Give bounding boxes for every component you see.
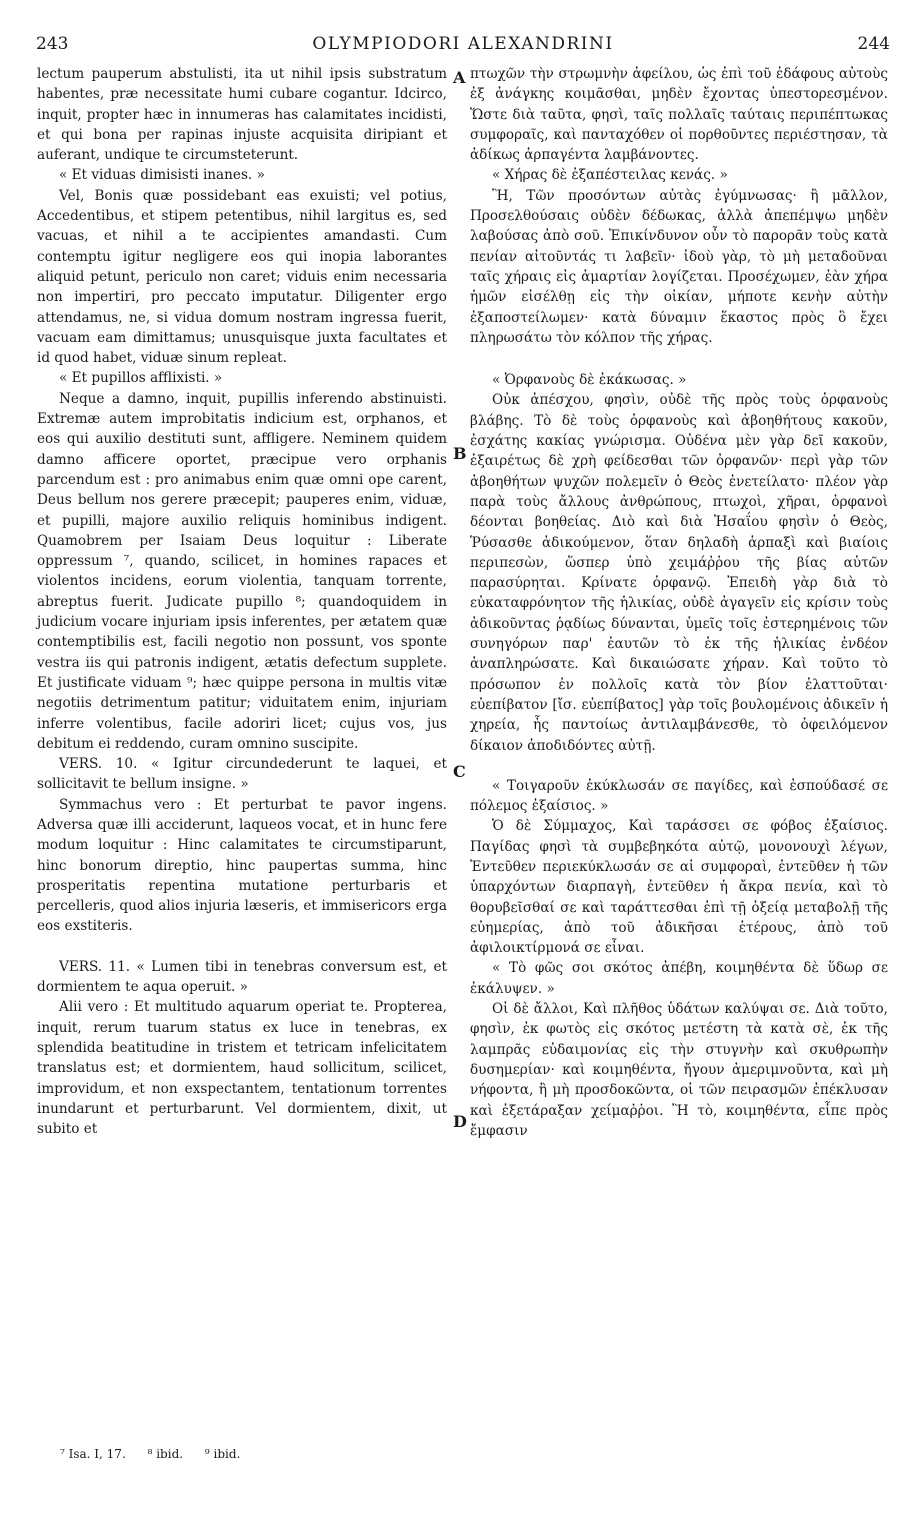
greek-column — [470, 64, 888, 1141]
latin-paragraph: Neque a damno, inquit, pupillis inferendo abstinuisti. Extremæ autem improbitatis indicium est, orphanos, et eos qui auxilio destituti sunt, affligere. Neminem quidem damno afficere oportet, præcipue vero orphanis parcendum est : pro animabus enim quæ omni ope carent, Deus bellum nos gerere præcepit; pauperes enim, viduæ, et pupilli, majore auxilio reliquis hominibus indigent. Quamobrem per Isaiam Deus loquitur : Liberate oppressum ⁷, quando, scilicet, in homines rapaces et violentos incidens, eorum violentia, tanquam torrente, abreptus fuerit. Judicate pupillo ⁸; quandoquidem in judicium vocare injuriam ipsis inferentes, per ætatem quæ contemptibilis est, facili negotio non possunt, vos sponte vestra iis qui patronis indigent, ætatis defectum supplete. Et justificate viduam ⁹; hæc quippe persona in multis vitæ negotiis detrimentum patitur; viduitatem enim, injuriam inferre volentibus, facile adoriri licet; cujus vos, jus debitum ei reddendo, curam omnino suscipite. — [37, 390, 447, 752]
latin-verse-heading: VERS. 11. « Lumen tibi in tenebras conversum est, et dormientem te aqua operuit. » — [37, 958, 447, 996]
greek-paragraph: πτωχῶν τὴν στρωμνὴν ἀφείλου, ὡς ἐπὶ τοῦ ἐδάφους αὐτοὺς ἐξ ἀνάγκης κοιμᾶσθαι, μηδὲν ἔχοντας ὑπεστορεσμένον. Ὥστε διὰ ταῦτα, φησὶ, ταῖς πολλαῖς ταύταις περιπέπτωκας συμφοραῖς, καὶ πανταχόθεν οἱ πορθοῦντες περιέστησαν, τὰ ἀδίκως ἁρπαγέντα λαμβάνοντες. — [470, 66, 888, 164]
greek-lemma: « Χήρας δὲ ἐξαπέστειλας κενάς. » — [492, 167, 728, 184]
greek-lemma: « Τοιγαροῦν ἐκύκλωσάν σε παγίδες, καὶ ἐσπούδασέ σε πόλεμος ἐξαίσιος. » — [470, 777, 888, 815]
latin-column — [37, 64, 447, 1139]
greek-lemma: « Τὸ φῶς σοι σκότος ἀπέβη, κοιμηθέντα δὲ ὕδωρ σε ἐκάλυψεν. » — [470, 960, 888, 997]
running-title: OLYMPIODORI ALEXANDRINI — [312, 34, 614, 54]
latin-paragraph: Alii vero : Et multitudo aquarum operiat te. Propterea, inquit, rerum tuarum status ex luce in tenebras, ex splendida beatitudine in tristem et tetricam infelicitatem translatus est; et dormientem, haud sollicitum, scilicet, improvidum, et non exspectantem, tentationum torrentes inundarunt et perturbarunt. Vel dormientem, dixit, ut subito et — [37, 999, 447, 1138]
footnote: ⁹ ibid. — [204, 1447, 241, 1461]
latin-lemma: « Et viduas dimisisti inanes. » — [59, 167, 265, 184]
latin-verse-heading: VERS. 10. « Igitur circundederunt te laquei, et sollicitavit te bellum insigne. » — [37, 756, 447, 793]
margin-letter-d: D — [453, 1112, 467, 1131]
latin-paragraph: Symmachus vero : Et perturbat te pavor ingens. Adversa quæ illi acciderunt, laqueos vocat, et in hunc fere modum loquitur : Hinc calamitates te circumstiparunt, hinc bonorum direptio, hinc paupertas summa, hinc prosperitatis repentina mutatione perturbaris et percelleris, quod alios injuria læseris, et immisericors erga eos exstiteris. — [37, 796, 447, 935]
page-number-left: 243 — [36, 34, 69, 54]
margin-letter-a: A — [453, 68, 466, 87]
footnotes — [60, 1447, 258, 1461]
footnote: ⁸ ibid. — [147, 1447, 184, 1461]
latin-paragraph: Vel, Bonis quæ possidebant eas exuisti; vel potius, Accedentibus, et stipem petentibus, nihil largitus es, sed vacuas, et nihil a te accipientes amandasti. Cum contemptu igitur negligere eos qui inopia laborantes aliquid petunt, periculo non caret; viduis enim necessaria non impertiri, pro peccato imputatur. Diligenter ergo attendamus, ne, si vidua domum nostram ingressa fuerit, vacuam eam dimittamus; unusquisque juxta facultates et id quod habet, viduæ sinum repleat. — [37, 187, 447, 367]
greek-lemma: « Ὀρφανοὺς δὲ ἐκάκωσας. » — [492, 372, 687, 389]
footnote: ⁷ Isa. I, 17. — [60, 1447, 126, 1461]
running-header — [36, 34, 890, 56]
latin-paragraph: lectum pauperum abstulisti, ita ut nihil ipsis substratum habentes, præ necessitate humi cubare cogantur. Idcirco, inquit, propter hæc in innumeras has calamitates incidisti, et qui bona per rapinas injuste acquisita diripiant et auferant, undique te circumsteterunt. — [37, 66, 447, 164]
greek-paragraph: Ὁ δὲ Σύμμαχος, Καὶ ταράσσει σε φόβος ἐξαίσιος. Παγίδας φησὶ τὰ συμβεβηκότα αὐτῷ, μονονουχὶ λέγων, Ἐντεῦθεν περιεκύκλωσάν σε αἱ συμφοραὶ, ἐντεῦθεν ἡ τῶν ὑπαρχόντων διαρπαγὴ, ἐντεῦθεν ἡ ἄκρα πενία, καὶ τὸ θορυβεῖσθαί σε καὶ ταράττεσθαι ἐπὶ τῇ ὀξείᾳ μεταβολῇ τῆς εὐημερίας, ἀπὸ τοῦ ἀδικῆσαι ἑτέρους, ἀπὸ τοῦ ἀφιλοικτίρμονά σε εἶναι. — [470, 818, 888, 957]
margin-letter-b: B — [453, 444, 467, 463]
latin-lemma: « Et pupillos afflixisti. » — [59, 370, 223, 387]
greek-paragraph: Οὐκ ἀπέσχου, φησὶν, οὐδὲ τῆς πρὸς τοὺς ὀρφανοὺς βλάβης. Τὸ δὲ τοὺς ὀρφανοὺς καὶ ἀβοηθήτους κακοῦν, ἐσχάτης κακίας γνώρισμα. Οὐδένα μὲν γὰρ δεῖ κακοῦν, ἐξαιρέτως δὲ χρὴ φείδεσθαι τῶν ὀρφανῶν· περὶ γὰρ τῶν ἀβοηθήτων ψυχῶν πολεμεῖν ὁ Θεὸς ἐνετείλατο· πλέον γὰρ παρὰ τοὺς ἄλλους ἀνθρώπους, πτωχοὶ, χῆραι, ὀρφανοὶ δέονται βοηθείας. Διὸ καὶ διὰ Ἡσαΐου φησὶν ὁ Θεὸς, Ῥύσασθε ἀδικούμενον, ὅταν δηλαδὴ ἁρπαξὶ καὶ βιαίοις περιπεσὼν, ὥσπερ ὑπὸ χειμάῤῥου τῆς βίας αὐτῶν παρασύρηται. Κρίνατε ὀρφανῷ. Ἐπειδὴ γὰρ διὰ τὸ εὐκαταφρόνητον τῆς ἡλικίας, οὐδὲ ἀγαγεῖν εἰς κρίσιν τοὺς ἀδικοῦντας ῥᾳδίως δύνανται, ὑμεῖς τοῖς ἐστερημένοις τῶν συνηγόρων παρ' ἑαυτῶν τὸ ἐκ τῆς ἡλικίας ἐνδέον ἀναπληρώσατε. Καὶ δικαιώσατε χήραν. Καὶ τοῦτο τὸ πρόσωπον ἐν πολλοῖς κατὰ τὸν βίον ἐλαττοῦται· εὐεπίβατον [ἴσ. εὐεπίβατος] γὰρ τοῖς βουλομένοις ἀδικεῖν ἡ χηρεία, ἧς παντοίως ἀντιλαμβάνεσθε, τὸ ὀφειλόμενον δίκαιον ἀποδιδόντες αὐτῇ. — [470, 392, 888, 754]
margin-letter-c: C — [453, 762, 466, 781]
greek-paragraph: Οἱ δὲ ἄλλοι, Καὶ πλῆθος ὑδάτων καλύψαι σε. Διὰ τοῦτο, φησὶν, ἐκ φωτὸς εἰς σκότος μετέστη τὰ κατὰ σὲ, ἐκ τῆς λαμπρᾶς εὐδαιμονίας εἰς τὴν στυγνὴν καὶ σκυθρωπὴν δυσημερίαν· καὶ κοιμηθέντα, ἤγουν ἀμεριμνοῦντα, καὶ μὴ νήφοντα, ἢ μὴ προσδοκῶντα, οἱ τῶν πειρασμῶν ἐπέκλυσαν καὶ ἐξετάραξαν χείμαῤῥοι. Ἢ τὸ, κοιμηθέντα, εἶπε πρὸς ἔμφασιν — [470, 1001, 888, 1139]
page-number-right: 244 — [857, 34, 890, 54]
greek-paragraph: Ἢ, Τῶν προσόντων αὐτὰς ἐγύμνωσας· ἢ μᾶλλον, Προσελθούσαις οὐδὲν δέδωκας, ἀλλὰ ἀπεπέμψω μηδὲν λαβούσας ἀπὸ σοῦ. Ἐπικίνδυνον οὖν τὸ παρορᾶν τοὺς κατὰ πενίαν αἰτοῦντάς τι λαβεῖν· ἰδοὺ γὰρ, τὸ μὴ μεταδοῦναι ταῖς χήραις εἰς ἁμαρτίαν λογίζεται. Προσέχωμεν, ἐὰν χήρα ἡμῶν εἰσέλθῃ εἰς τὴν οἰκίαν, μήποτε κενὴν αὐτὴν ἐξαποστείλωμεν· κατὰ δύναμιν ἕκαστος πρὸς ὃ ἔχει πληρωσάτω τὸν κόλπον τῆς χήρας. — [470, 187, 888, 346]
